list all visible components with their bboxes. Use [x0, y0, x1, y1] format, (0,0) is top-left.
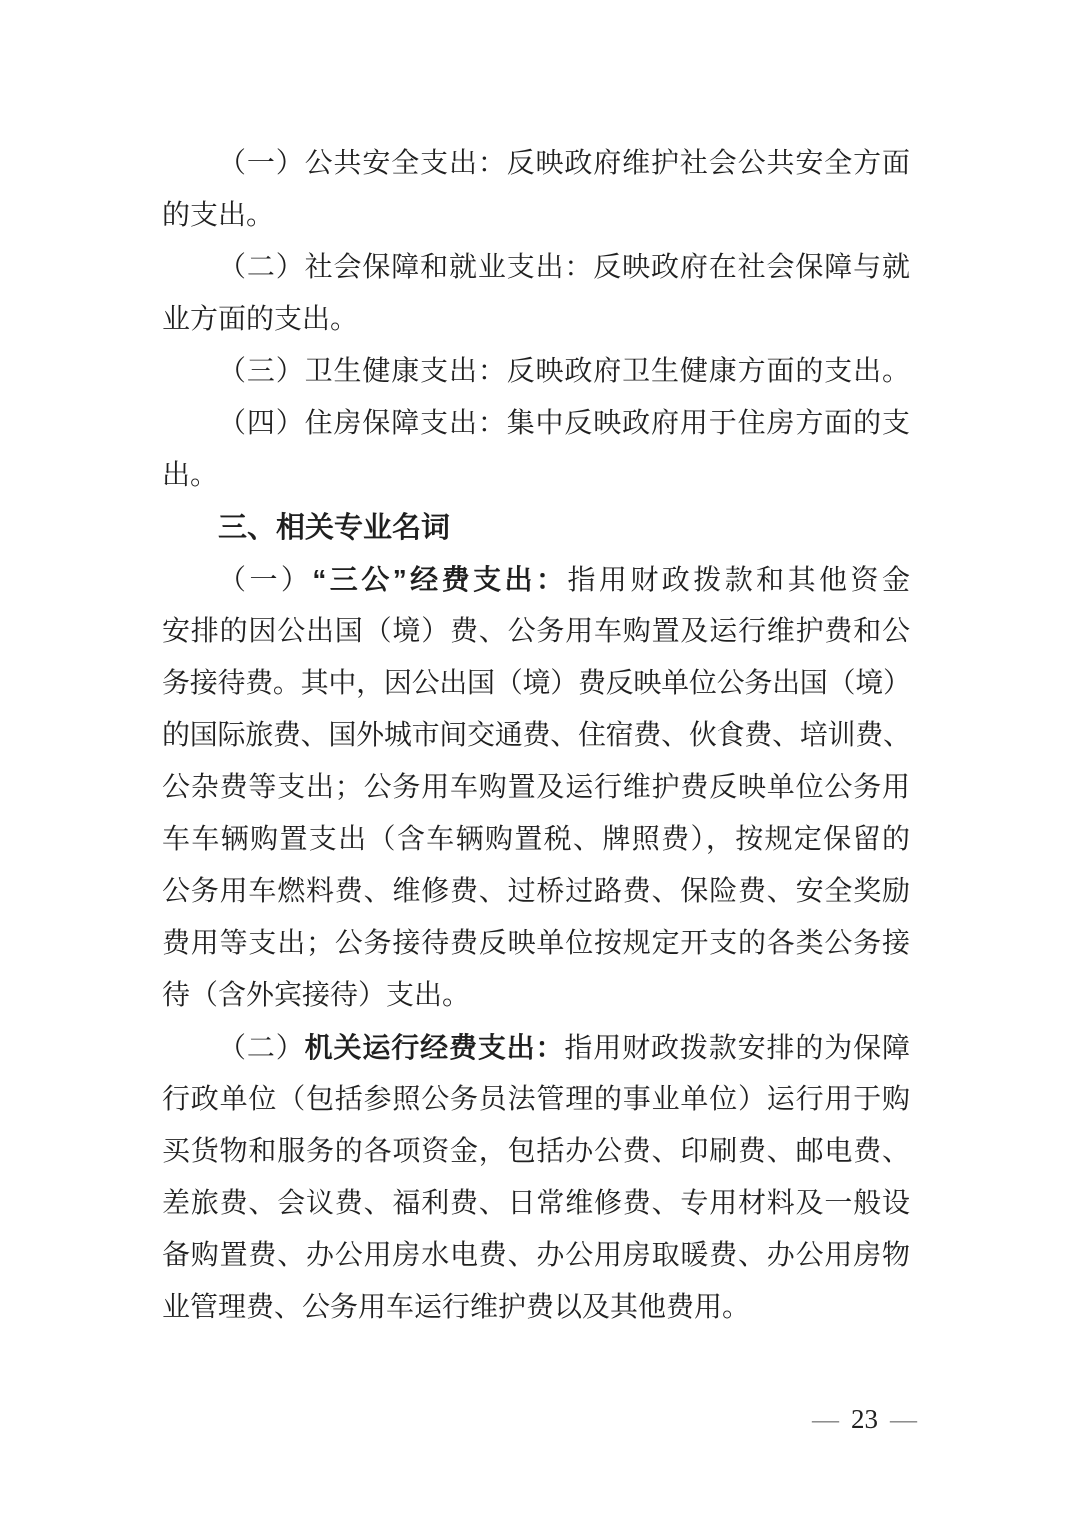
- para-public-safety-line-2: [162, 190, 910, 242]
- para-social-security-line-2: [162, 294, 910, 346]
- text-segment: （四）住房保障支出：集中反映政府用于住房方面的支: [218, 408, 910, 439]
- text-segment: （三）卫生健康支出：反映政府卫生健康方面的支出。: [218, 356, 910, 387]
- para-sangong-line-5: [162, 762, 910, 814]
- para-housing-line-1: [162, 398, 910, 450]
- para-sangong-line-3: [162, 658, 910, 710]
- para-sangong-line-8: [162, 918, 910, 970]
- para-operating-line-6: [162, 1282, 910, 1334]
- para-sangong-line-9: [162, 970, 910, 1022]
- para-public-safety-line-1: [162, 138, 910, 190]
- text-segment: 待（含外宾接待）支出。: [162, 980, 471, 1011]
- para-housing-line-2: [162, 450, 910, 502]
- para-sangong-line-2: [162, 606, 910, 658]
- text-segment: 差旅费、会议费、福利费、日常维修费、专用材料及一般设: [162, 1188, 910, 1219]
- text-segment: 的国际旅费、国外城市间交通费、住宿费、伙食费、培训费、: [162, 720, 910, 751]
- bold-text-segment: “三公”经费支出：: [312, 564, 568, 595]
- bold-text-segment: 机关运行经费支出：: [304, 1032, 565, 1063]
- para-sangong-line-1: [162, 554, 910, 606]
- text-segment: 的支出。: [162, 200, 275, 231]
- para-sangong-line-6: [162, 814, 910, 866]
- para-sangong-line-4: [162, 710, 910, 762]
- footer-dash-left: —: [812, 1404, 839, 1434]
- text-segment: （一）公共安全支出：反映政府维护社会公共安全方面: [218, 148, 910, 179]
- text-segment: 指用财政拨款安排的为保障: [564, 1033, 910, 1064]
- page-footer: [812, 1404, 917, 1435]
- text-segment: 备购置费、办公用房水电费、办公用房取暖费、办公用房物: [162, 1240, 910, 1271]
- para-operating-line-2: [162, 1074, 910, 1126]
- text-segment: 出。: [162, 460, 219, 491]
- text-segment: （一）: [218, 565, 313, 596]
- text-segment: 买货物和服务的各项资金，包括办公费、印刷费、邮电费、: [162, 1136, 910, 1167]
- text-segment: 行政单位（包括参照公务员法管理的事业单位）运行用于购: [162, 1084, 910, 1115]
- text-segment: 安排的因公出国（境）费、公务用车购置及运行维护费和公: [162, 616, 910, 647]
- para-operating-line-1: [162, 1022, 910, 1074]
- para-social-security-line-1: [162, 242, 910, 294]
- para-operating-line-3: [162, 1126, 910, 1178]
- para-operating-line-5: [162, 1230, 910, 1282]
- document-body: [162, 138, 910, 1334]
- para-operating-line-4: [162, 1178, 910, 1230]
- text-segment: 业方面的支出。: [162, 304, 359, 335]
- text-segment: （二）社会保障和就业支出：反映政府在社会保障与就: [218, 252, 910, 283]
- text-segment: 费用等支出；公务接待费反映单位按规定开支的各类公务接: [162, 928, 910, 959]
- text-segment: 公务用车燃料费、维修费、过桥过路费、保险费、安全奖励: [162, 876, 910, 907]
- text-segment: （二）: [218, 1033, 305, 1064]
- para-sangong-line-7: [162, 866, 910, 918]
- heading-section-three: [162, 502, 910, 554]
- footer-dash-right: —: [890, 1404, 917, 1434]
- text-segment: 务接待费。其中，因公出国（境）费反映单位公务出国（境）: [162, 668, 910, 699]
- text-segment: 公杂费等支出；公务用车购置及运行维护费反映单位公务用: [162, 772, 910, 803]
- text-segment: 指用财政拨款和其他资金: [567, 565, 910, 596]
- para-health-line-1: [162, 346, 910, 398]
- bold-text-segment: 三、相关专业名词: [218, 512, 451, 544]
- text-segment: 车车辆购置支出（含车辆购置税、牌照费），按规定保留的: [162, 824, 910, 855]
- text-segment: 业管理费、公务用车运行维护费以及其他费用。: [162, 1292, 751, 1323]
- page-number: 23: [851, 1404, 878, 1434]
